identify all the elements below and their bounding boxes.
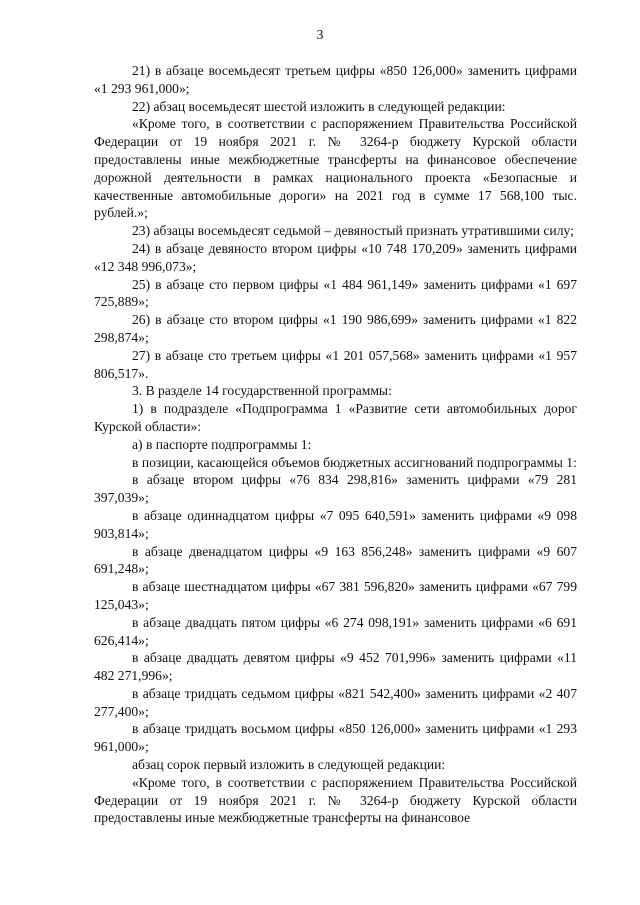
paragraph: а) в паспорте подпрограммы 1:	[132, 436, 312, 452]
paragraph: 3. В разделе 14 государственной программы:	[132, 383, 392, 399]
paragraph: в абзаце двадцать девятом цифры «9 452 701,996» заменить цифрами «11 482 271,996»;	[94, 650, 577, 684]
paragraph: 21) в абзаце восемьдесят третьем цифры «850 126,000» заменить цифрами «1 293 961,000»;	[94, 63, 577, 96]
paragraph: в абзаце тридцать седьмом цифры «821 542,400» заменить цифрами «2 407 277,400»;	[94, 685, 577, 719]
paragraph: в абзаце втором цифры «76 834 298,816» заменить цифрами «79 281 397,039»;	[94, 472, 577, 506]
page-number: 3	[316, 27, 324, 42]
paragraph: 26) в абзаце сто втором цифры «1 190 986,699» заменить цифрами «1 822 298,874»;	[94, 312, 577, 345]
paragraph: «Кроме того, в соответствии с распоряжением Правительства Российской Федерации от 19 ноября 2021 г. № 3264-р бюджету Курской области предоставлены иные межбюджетные трансферты на финансовое обеспечение дорожной деятельности в рамках национального проекта «Безопасные и качественные автомобильные дороги» на 2021 год в сумме 17 568,100 тыс. рублей.»;	[94, 116, 577, 221]
paragraph: абзац сорок первый изложить в следующей редакции:	[132, 757, 446, 773]
paragraph: в абзаце одиннадцатом цифры «7 095 640,591» заменить цифрами «9 098 903,814»;	[94, 507, 577, 541]
paragraph: в абзаце двенадцатом цифры «9 163 856,248» заменить цифрами «9 607 691,248»;	[94, 543, 577, 577]
paragraph: 22) абзац восемьдесят шестой изложить в следующей редакции:	[132, 98, 506, 114]
paragraph: в абзаце двадцать пятом цифры «6 274 098,191» заменить цифрами «6 691 626,414»;	[94, 614, 577, 648]
paragraph: 25) в абзаце сто первом цифры «1 484 961,149» заменить цифрами «1 697 725,889»;	[94, 276, 577, 310]
paragraph: в позиции, касающейся объемов бюджетных ассигнований подпрограммы 1:	[132, 454, 577, 470]
document-body	[94, 62, 577, 827]
paragraph: в абзаце тридцать восьмом цифры «850 126,000» заменить цифрами «1 293 961,000»;	[94, 721, 577, 755]
paragraph: 1) в подразделе «Подпрограмма 1 «Развитие сети автомобильных дорог Курской области»:	[94, 401, 577, 434]
paragraph: в абзаце шестнадцатом цифры «67 381 596,820» заменить цифрами «67 799 125,043»;	[94, 579, 577, 612]
paragraph: «Кроме того, в соответствии с распоряжением Правительства Российской Федерации от 19 ноября 2021 г. № 3264-р бюджету Курской области предоставлены иные межбюджетные трансферты на финансовое	[94, 774, 577, 826]
paragraph: 23) абзацы восемьдесят седьмой – девяностый признать утратившими силу;	[132, 223, 574, 239]
paragraph: 24) в абзаце девяносто втором цифры «10 748 170,209» заменить цифрами «12 348 996,073»;	[94, 240, 577, 274]
paragraph: 27) в абзаце сто третьем цифры «1 201 057,568» заменить цифрами «1 957 806,517».	[94, 347, 577, 381]
